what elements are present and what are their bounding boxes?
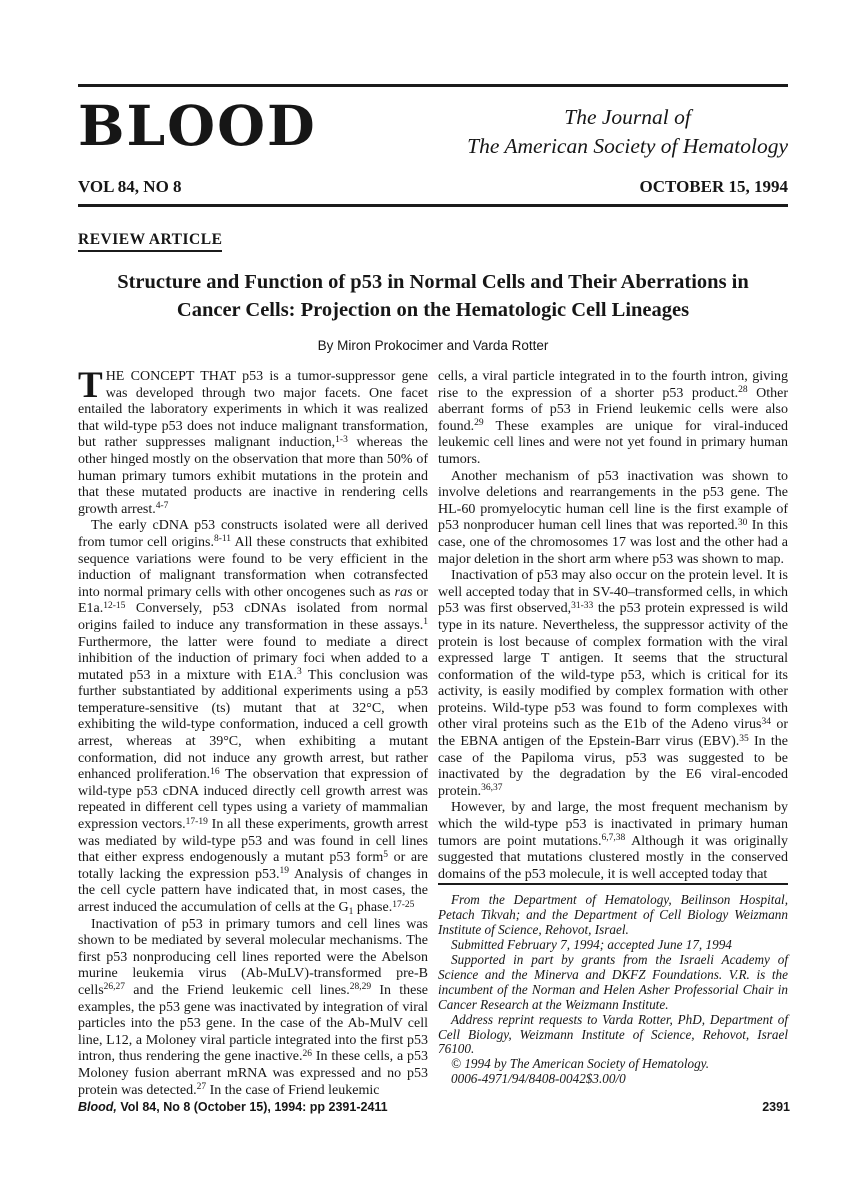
paragraph: From the Department of Hematology, Beilinson Hospital, Petach Tikvah; and the Department of Cell Biology Weizmann Institute of Science, Rehovot, Israel. [438,892,788,938]
paragraph: Address reprint requests to Varda Rotter, PhD, Department of Cell Biology, Weizmann Institute of Science, Rehovot, Israel 76100. [438,1011,788,1057]
page-number: 2391 [762,1100,790,1114]
paragraph: Another mechanism of p53 inactivation was shown to involve deletions and rearrangements in the p53 gene. The HL-60 promyelocytic human cell line is the first example of p53 nonproducer human cell lines that was reported.$^{30}$ In this case, one of the chromosomes 17 was lost and the other had a major deletion in the short arm where p53 was shown to map. [438,468,788,567]
journal-name: BLOOD [78,93,317,158]
opening-paragraph-text: HE CONCEPT THAT p53 is a tumor-suppressor gene was developed through two major facets. One facet entailed the laboratory experiments in which it was realized that wild-type p53 does not induce malignant transformation, but rather suppresses malignant induction,$^{1-3}$ whereas the other hinged mostly on the observation that more than 50% of human primary tumors exhibit mutations in the protein and that these mutated products are inactive in rendering cells growth arrest.$^{4-7}$ [78,369,428,517]
right-column-paragraphs [438,369,788,883]
paragraph: Inactivation of p53 in primary tumors and cell lines was shown to be mediated by several molecular mechanisms. The first p53 nonproducing cell lines reported were the Abelson murine leukemia virus (Ab-MuLV)-transformed pre-B cells$^{26,27}$ and the Friend leukemic cell lines.$^{28,29}$ In these examples, the p53 gene was inactivated by integration of viral particles into the p53 gene. In the case of the Ab-MulV cell line, L12, a Moloney viral particle integrated into the first p53 intron, thus rendering the gene inactive.$^{26}$ In these cells, a p53 Moloney fusion aberrant mRNA was expressed and no p53 protein was detected.$^{27}$ In the case of Friend leukemic [78,916,428,1098]
left-column-paragraphs [78,518,428,1099]
dropcap: T [78,365,103,406]
volume-row [78,177,788,197]
paragraph: 0006-4971/94/8408-0042$3.00/0 [451,1071,626,1087]
journal-tagline [467,103,788,161]
article-title-line-2: Cancer Cells: Projection on the Hematologic Cell Lineages [176,298,690,321]
paragraph: © 1994 by The American Society of Hematology. [451,1056,710,1072]
paragraph: The early cDNA p53 constructs isolated were all derived from tumor cell origins.$^{8-11}$ All these constructs that exhibited sequence variations were found to be very efficient in the induction of malignant transformation when cotransfected into normal primary cells with other oncogenes such as ras or E1a.$^{12-15}$ Conversely, p53 cDNAs isolated from normal origins failed to induce any transformation in these assays.$^1$ Furthermore, the latter were found to mediate a direct inhibition of the induction of primary foci when added to a mutated p53 in a mixture with E1A.$^3$ This conclusion was further substantiated by additional experiments using a p53 temperature-sensitive (ts) mutant that at 32°C, when exhibiting the wild-type conformation, induced a cell growth arrest, whereas at 39°C, when exhibiting a mutant conformation, did not induce any growth arrest, but rather enhanced proliferation.$^{16}$ The observation that expression of wild-type p53 cDNA induced directly cell growth arrest was repeated in different cell types using a variety of mammalian expression vectors.$^{17-19}$ In all these experiments, growth arrest was mediated by wild-type p53 and was found in cell lines that either express endogenously a mutant p53 form$^5$ or are totally lacking the expression p53.19 Analysis of changes in the cell cycle pattern have indicated that, in most cases, the arrest induced the accumulation of cells at the $G_1$ phase.$^{17-25}$ [78,518,428,917]
paragraph: cells, a viral particle integrated in to the fourth intron, giving rise to the expression of a shorter p53 product.$^{28}$ Other aberrant forms of p53 in Friend leukemic cells were also found.$^{29}$ These examples are unique for viral-induced leukemic cell lines and were not yet found in primary human tumors. [438,369,788,467]
masthead [78,95,788,161]
article-body [78,365,788,1098]
tagline-line-2: The American Society of Hematology [467,134,788,158]
article-title-line-1: Structure and Function of p53 in Normal Cells and Their Aberrations in [117,271,749,293]
footnote-block [438,883,788,1087]
paragraph: Inactivation of p53 may also occur on the protein level. It is well accepted today that in SV-40–transformed cells, in which p53 was first observed,$^{31-33}$ the p53 protein expressed is wild type in its nature. Nevertheless, the suppressor activity of the protein is lost because of complex formation with the viral expressed large T antigen. It seems that the structural conformation of the wild-type p53, which is critical for its activity, is easily modified by complex formation with other proteins. Wild-type p53 was found to form complexes with other viral proteins such as the E1b of the Adeno virus$^{34}$ or the EBNA antigen of the Epstein-Barr virus (EBV).$^{35}$ In the case of the Papiloma virus, p53 was suggested to be inactivated by the degradation by the E6 viral-encoded protein.$^{36,37}$ [438,568,788,799]
article-title [78,269,788,324]
left-column [78,365,428,1098]
top-rule [78,84,788,87]
footer-citation-rest: Vol 84, No 8 (October 15), 1994: pp 2391-2411 [116,1100,388,1114]
section-label: REVIEW ARTICLE [78,231,222,252]
right-column [438,369,788,1085]
footer-journal-name: Blood, [78,1100,117,1114]
paragraph: Supported in part by grants from the Israeli Academy of Science and the Minerva and DKFZ Foundations. V.R. is the incumbent of the Norman and Helen Asher Professorial Chair in Cancer Research at the Weizmann Institute. [438,952,788,1012]
footer-citation [78,1100,388,1114]
paragraph: However, by and large, the most frequent mechanism by which the wild-type p53 is inactivated in primary human tumors are point mutations.$^{6,7,38}$ Although it was originally suggested that mutations clustered mostly in the conserved domains of the p53 molecule, it is well accepted today that [438,800,788,882]
tagline-line-1: The Journal of [564,105,691,129]
issue-date: OCTOBER 15, 1994 [639,177,788,196]
page-footer [78,1100,790,1114]
opening-paragraph [78,365,428,518]
paragraph: Submitted February 7, 1994; accepted June 17, 1994 [451,937,732,953]
volume-label: VOL 84, NO 8 [78,177,182,196]
byline: By Miron Prokocimer and Varda Rotter [317,338,549,353]
